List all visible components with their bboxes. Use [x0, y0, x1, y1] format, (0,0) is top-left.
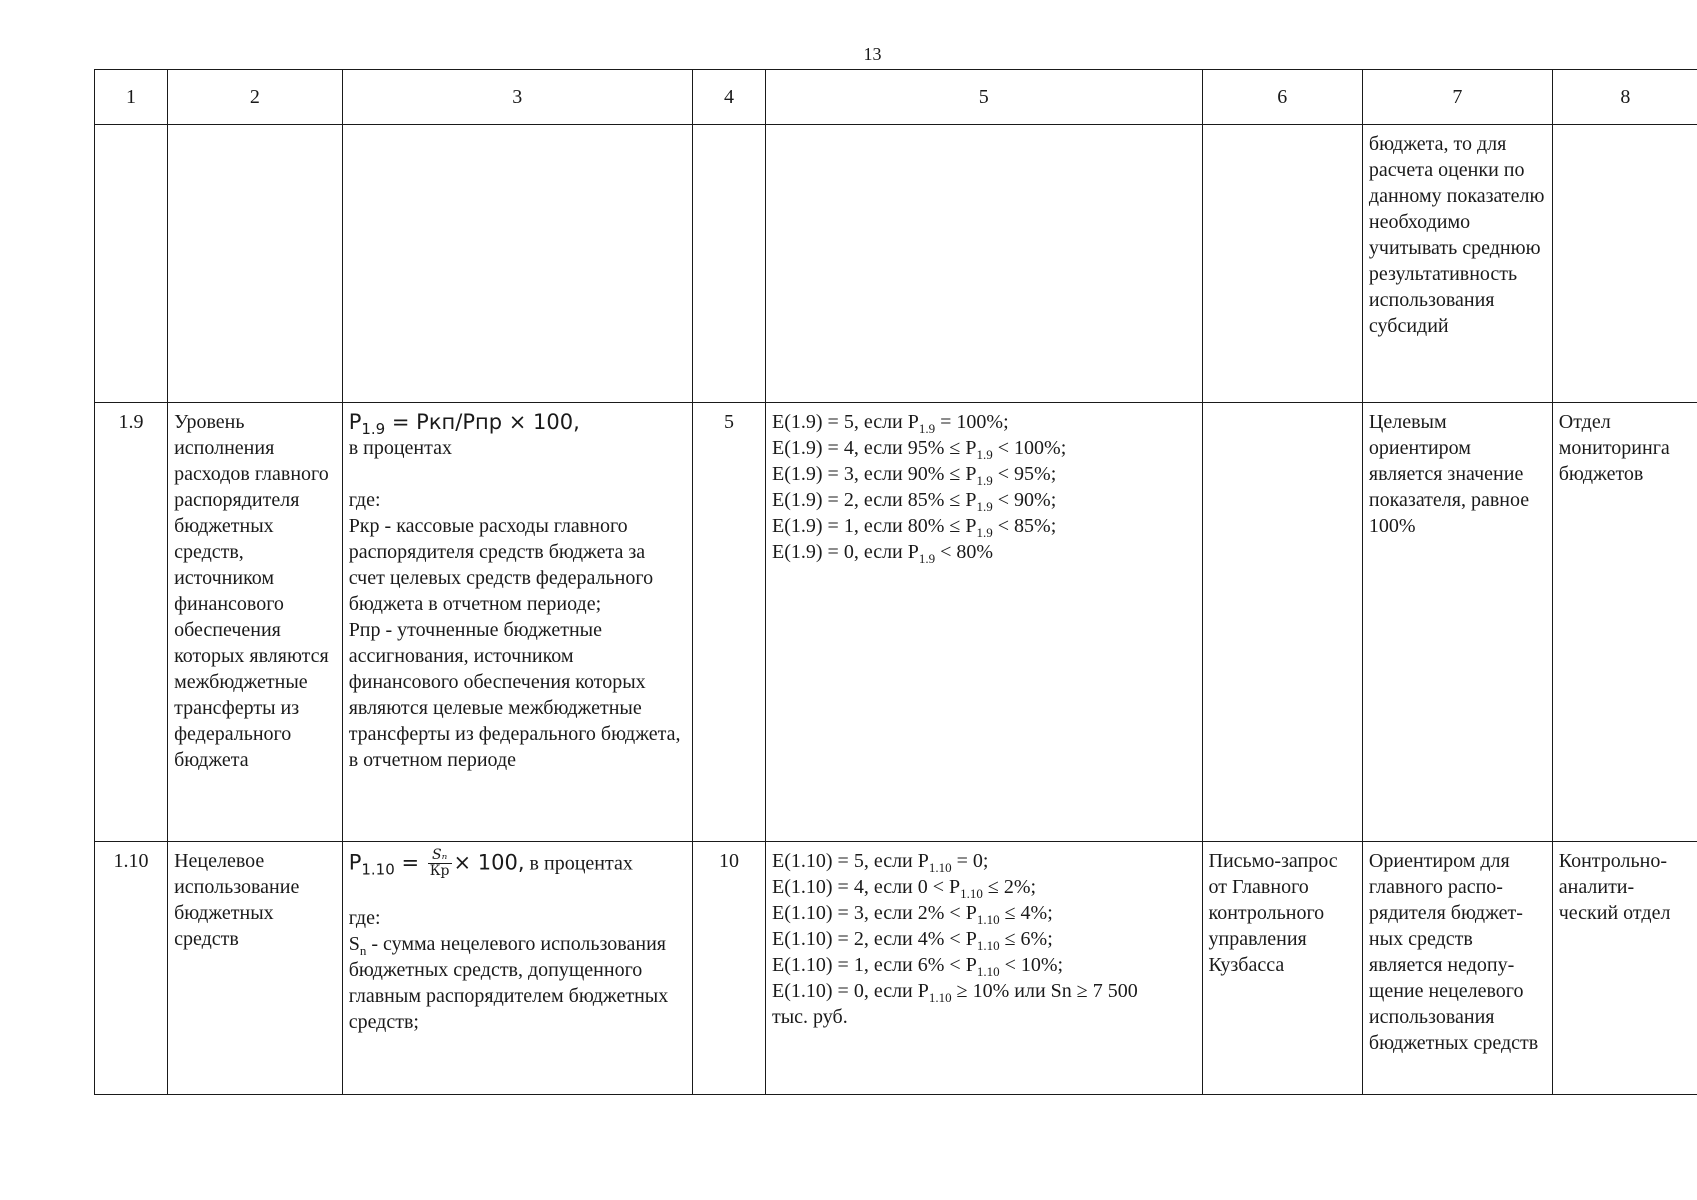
data-source [1202, 403, 1362, 842]
cont-cell-6 [1202, 125, 1362, 403]
row-number: 1.10 [95, 842, 168, 1095]
column-header-2: 2 [168, 70, 343, 125]
column-header-7: 7 [1362, 70, 1552, 125]
cont-cell-8 [1552, 125, 1697, 403]
responsible-dept: Контрольно-аналити-ческий отдел [1552, 842, 1697, 1095]
column-header-3: 3 [342, 70, 692, 125]
criterion-tail: тыс. руб. [772, 1006, 848, 1028]
column-header-4: 4 [692, 70, 765, 125]
cont-cell-5 [766, 125, 1203, 403]
definition-ppr: Рпр - уточненные бюджетные ассигнования, источником финансового обеспечения которых являются целевые межбюджетные трансферты из федерального бюджета, в отчетном периоде [348, 619, 681, 771]
criterion-line: E(1.9) = 5, если $P_{1.9} = 100\%$; [772, 411, 1009, 436]
criterion-line: E(1.10) = 4, если $0 < P_{1.10} \le 2\%$; [772, 876, 1037, 901]
criterion-line: E(1.10) = 0, если $P_{1.10} \ge 10\%$ или Sn ≥ 7 500 [772, 980, 1138, 1005]
criterion-line: E(1.9) = 1, если $80\% \le P_{1.9} < 85\%$; [772, 515, 1057, 540]
header-row [95, 70, 1697, 125]
indicator-table [94, 69, 1697, 1095]
responsible-dept: Отдел мониторинга бюджетов [1552, 403, 1697, 842]
note: Целевым ориентиром является значение показателя, равное 100% [1362, 403, 1552, 842]
definition-sn: $S_n$ - сумма нецелевого использования бюджетных средств, допущенного главным распорядителем бюджетных средств; [348, 933, 669, 1033]
column-header-8: 8 [1552, 70, 1697, 125]
criterion-line: E(1.10) = 1, если $6\% < P_{1.10} < 10\%$; [772, 954, 1064, 979]
formula-cell [342, 842, 692, 1095]
criterion-line: E(1.10) = 3, если $2\% < P_{1.10} \le 4\%$; [772, 902, 1053, 927]
cont-note: бюджета, то для расчета оценки по данному показателю необходимо учитывать среднюю результативность использования субсидий [1362, 125, 1552, 403]
note: Ориентиром для главного распо-рядителя бюджет-ных средств является недопу-щение нецелевого использования бюджетных средств [1362, 842, 1552, 1095]
column-header-6: 6 [1202, 70, 1362, 125]
row-number: 1.9 [95, 403, 168, 842]
cont-cell-2 [168, 125, 343, 403]
formula: $P_{1.9} = Ркп/Рпр \times 100$, [348, 410, 580, 439]
data-source: Письмо-запрос от Главного контрольного управления Кузбасса [1202, 842, 1362, 1095]
indicator-name: Нецелевое использование бюджетных средств [168, 842, 343, 1095]
where-label: где: [348, 489, 381, 511]
cont-cell-4 [692, 125, 765, 403]
formula-unit: в процентах [348, 437, 452, 459]
weight: 5 [692, 403, 765, 842]
indicator-name: Уровень исполнения расходов главного распорядителя бюджетных средств, источником финансового обеспечения которых являются межбюджетные трансферты из федерального бюджета [168, 403, 343, 842]
column-header-5: 5 [766, 70, 1203, 125]
column-header-1: 1 [95, 70, 168, 125]
criteria-cell [766, 403, 1203, 842]
cont-cell-3 [342, 125, 692, 403]
criteria-cell [766, 842, 1203, 1095]
definition-pkr: Ркр - кассовые расходы главного распорядителя средств бюджета за счет целевых средств федерального бюджета в отчетном периоде; [348, 515, 654, 615]
criterion-line: E(1.9) = 2, если $85\% \le P_{1.9} < 90\%$; [772, 489, 1057, 514]
criterion-line: E(1.9) = 0, если $P_{1.9} < 80\%$ [772, 541, 994, 566]
where-label: где: [348, 907, 381, 929]
table-row-1-10 [95, 842, 1697, 1095]
cont-cell-1 [95, 125, 168, 403]
table-row-1-9 [95, 403, 1697, 842]
table-row-continuation [95, 125, 1697, 403]
criterion-line: E(1.10) = 5, если $P_{1.10} = 0$; [772, 850, 989, 875]
criterion-line: E(1.9) = 4, если $95\% \le P_{1.9} < 100\%$; [772, 437, 1067, 462]
formula-fraction: $\frac{\text{Sₙ}}{Кр}$ [429, 847, 450, 879]
page-number: 13 [863, 44, 882, 64]
weight: 10 [692, 842, 765, 1095]
formula: $P_{1.10}$ = $\frac{\text{Sₙ}}{Кр}$ × 100, в процентах [348, 847, 633, 879]
criterion-line: E(1.10) = 2, если $4\% < P_{1.10} \le 6\%$; [772, 928, 1053, 953]
formula-cell [342, 403, 692, 842]
criterion-line: E(1.9) = 3, если $90\% \le P_{1.9} < 95\%$; [772, 463, 1057, 488]
